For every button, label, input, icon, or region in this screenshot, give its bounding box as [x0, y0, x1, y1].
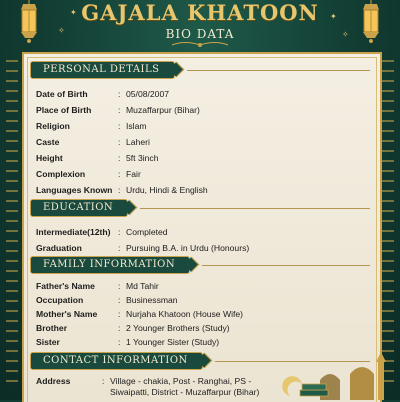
field-colon: :: [118, 295, 121, 305]
field-value: Fair: [126, 169, 141, 179]
section-header-family: [30, 257, 370, 273]
field-label: Place of Birth: [36, 105, 92, 115]
field-row: [36, 243, 249, 253]
field-row: [36, 227, 168, 237]
section-rule: [202, 265, 370, 266]
field-colon: :: [118, 153, 121, 163]
field-colon: :: [118, 169, 121, 179]
field-colon: :: [118, 281, 121, 291]
field-value: Laheri: [126, 137, 150, 147]
field-label: Height: [36, 153, 63, 163]
field-value: Nurjaha Khatoon (House Wife): [126, 309, 244, 319]
field-value: Completed: [126, 227, 168, 237]
field-colon: :: [118, 243, 121, 253]
field-row: [36, 137, 150, 147]
field-label: Religion: [36, 121, 70, 131]
field-row: [36, 337, 219, 347]
field-label: Sister: [36, 337, 60, 347]
page-subtitle: BIO DATA: [165, 27, 235, 41]
book-icon: [300, 390, 328, 396]
field-value: 2 Younger Brothers (Study): [126, 323, 230, 333]
field-label: Intermediate(12th): [36, 227, 111, 237]
field-colon: :: [118, 309, 121, 319]
field-colon: :: [118, 137, 121, 147]
field-label: Graduation: [36, 243, 82, 253]
field-value: Businessman: [126, 295, 178, 305]
field-colon: :: [118, 185, 121, 195]
section-title: CONTACT INFORMATION: [30, 352, 203, 370]
field-value: Village - chakia, Post - Ranghai, PS - Siwaipatti, District - Muzaffarpur (Bihar): [110, 376, 260, 397]
field-row: [36, 309, 243, 319]
field-value: Urdu, Hindi & English: [126, 185, 208, 195]
field-label: Brother: [36, 323, 68, 333]
field-label: Languages Known: [36, 185, 113, 195]
field-value: Md Tahir: [126, 281, 159, 291]
field-label: Complexion: [36, 169, 86, 179]
section-header-personal: [30, 62, 370, 78]
field-row: [36, 89, 169, 99]
section-rule: [140, 208, 370, 209]
field-value: 1 Younger Sister (Study): [126, 337, 220, 347]
side-ornament-left: [6, 60, 18, 390]
mosque-ornament: [280, 340, 400, 400]
field-colon: :: [118, 105, 121, 115]
field-row: [36, 295, 178, 305]
field-label: Caste: [36, 137, 60, 147]
field-colon: :: [118, 227, 121, 237]
field-label: Date of Birth: [36, 89, 88, 99]
field-row: [36, 121, 147, 131]
field-row: [36, 323, 230, 333]
field-colon: :: [118, 121, 121, 131]
field-row: [36, 185, 208, 195]
field-colon: :: [118, 337, 121, 347]
field-row: [36, 105, 200, 115]
section-title: FAMILY INFORMATION: [30, 256, 190, 274]
field-colon: :: [118, 323, 121, 333]
field-colon: :: [118, 89, 121, 99]
star-icon: ✦: [70, 8, 77, 17]
field-label: Father's Name: [36, 281, 95, 291]
section-header-education: [30, 200, 370, 216]
field-value: Muzaffarpur (Bihar): [126, 105, 200, 115]
section-rule: [187, 70, 370, 71]
field-row: [36, 153, 159, 163]
crescent-moon-icon: [282, 376, 302, 396]
field-row: [36, 376, 282, 398]
star-icon: ✦: [330, 12, 337, 21]
field-value: 5ft 3inch: [126, 153, 159, 163]
field-row: [36, 281, 159, 291]
section-title: PERSONAL DETAILS: [30, 61, 175, 79]
field-value: 05/08/2007: [126, 89, 170, 99]
field-label: Address: [36, 376, 71, 386]
star-icon: ✧: [342, 30, 349, 39]
field-colon: :: [102, 376, 105, 386]
star-icon: ✧: [58, 26, 65, 35]
field-label: Occupation: [36, 295, 84, 305]
field-row: [36, 169, 141, 179]
field-label: Mother's Name: [36, 309, 98, 319]
page-title: GAJALA KHATOON: [81, 0, 319, 25]
flourish-ornament: [170, 40, 230, 50]
field-value: Pursuing B.A. in Urdu (Honours): [126, 243, 250, 253]
field-value: Islam: [126, 121, 147, 131]
section-title: EDUCATION: [30, 199, 128, 217]
